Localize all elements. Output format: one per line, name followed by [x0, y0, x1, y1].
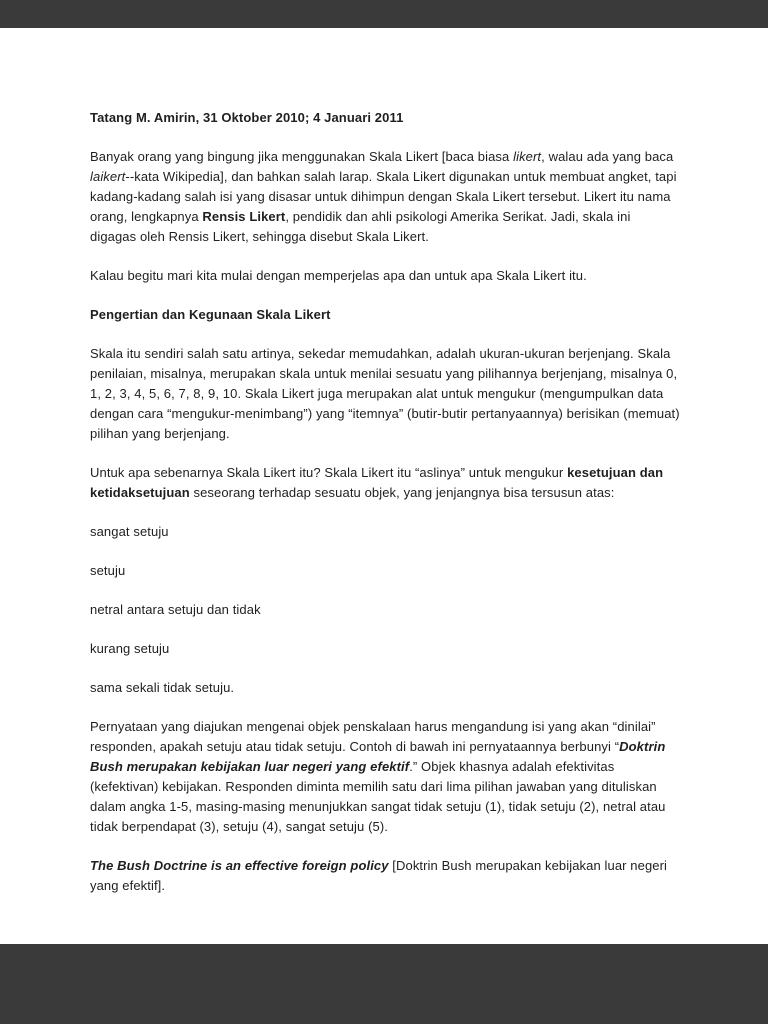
list-line: netral antara setuju dan tidak	[90, 602, 261, 617]
paragraph: Skala itu sendiri salah satu artinya, sekedar memudahkan, adalah ukuran-ukuran berjenjang. Skala penilaian, misalnya, merupakan skala untuk menilai sesuatu yang pilihannya berjenjang, misalnya 0, 1, 2, 3, 4, 5, 6, 7, 8, 9, 10. Skala Likert juga merupakan alat untuk mengukur (mengumpulkan data dengan cara “mengukur-menimbang”) yang “itemnya” (butir-butir pertanyaannya) berisikan (memuat) pilihan yang berjenjang.	[90, 346, 680, 441]
list-line: sama sekali tidak setuju.	[90, 680, 235, 695]
viewer-backdrop-top	[0, 0, 768, 28]
list-line: setuju	[90, 563, 126, 578]
document-byline: Tatang M. Amirin, 31 Oktober 2010; 4 Januari 2011	[90, 110, 404, 125]
document-body	[90, 147, 680, 896]
list-line: sangat setuju	[90, 524, 169, 539]
paragraph: The Bush Doctrine is an effective foreign policy [Doktrin Bush merupakan kebijakan luar negeri yang efektif].	[90, 858, 668, 893]
document-page	[0, 28, 768, 944]
paragraph: Pernyataan yang diajukan mengenai objek penskalaan harus mengandung isi yang akan “dinilai” responden, apakah setuju atau tidak setuju. Contoh di bawah ini pernyataannya berbunyi “Doktrin Bush merupakan kebijakan luar negeri yang efektif.” Objek khasnya adalah efektivitas (kefektivan) kebijakan. Responden diminta memilih satu dari lima pilihan jawaban yang dituliskan dalam angka 1-5, masing-masing menunjukkan sangat tidak setuju (1), tidak setuju (2), netral atau tidak berpendapat (3), setuju (4), sangat setuju (5).	[90, 719, 666, 834]
paragraph: Kalau begitu mari kita mulai dengan memperjelas apa dan untuk apa Skala Likert itu.	[90, 268, 587, 283]
paragraph: Banyak orang yang bingung jika menggunakan Skala Likert [baca biasa likert, walau ada yang baca laikert--kata Wikipedia], dan bahkan salah larap. Skala Likert digunakan untuk membuat angket, tapi kadang-kadang salah isi yang disasar untuk dihimpun dengan Skala Likert tersebut. Likert itu nama orang, lengkapnya Rensis Likert, pendidik dan ahli psikologi Amerika Serikat. Jadi, skala ini digagas oleh Rensis Likert, sehingga disebut Skala Likert.	[90, 149, 677, 244]
viewer-backdrop-bottom	[0, 944, 768, 1024]
section-heading: Pengertian dan Kegunaan Skala Likert	[90, 307, 331, 322]
list-line: kurang setuju	[90, 641, 170, 656]
document-content	[90, 108, 680, 915]
paragraph: Untuk apa sebenarnya Skala Likert itu? Skala Likert itu “aslinya” untuk mengukur kesetujuan dan ketidaksetujuan seseorang terhadap sesuatu objek, yang jenjangnya bisa tersusun atas:	[90, 465, 664, 500]
